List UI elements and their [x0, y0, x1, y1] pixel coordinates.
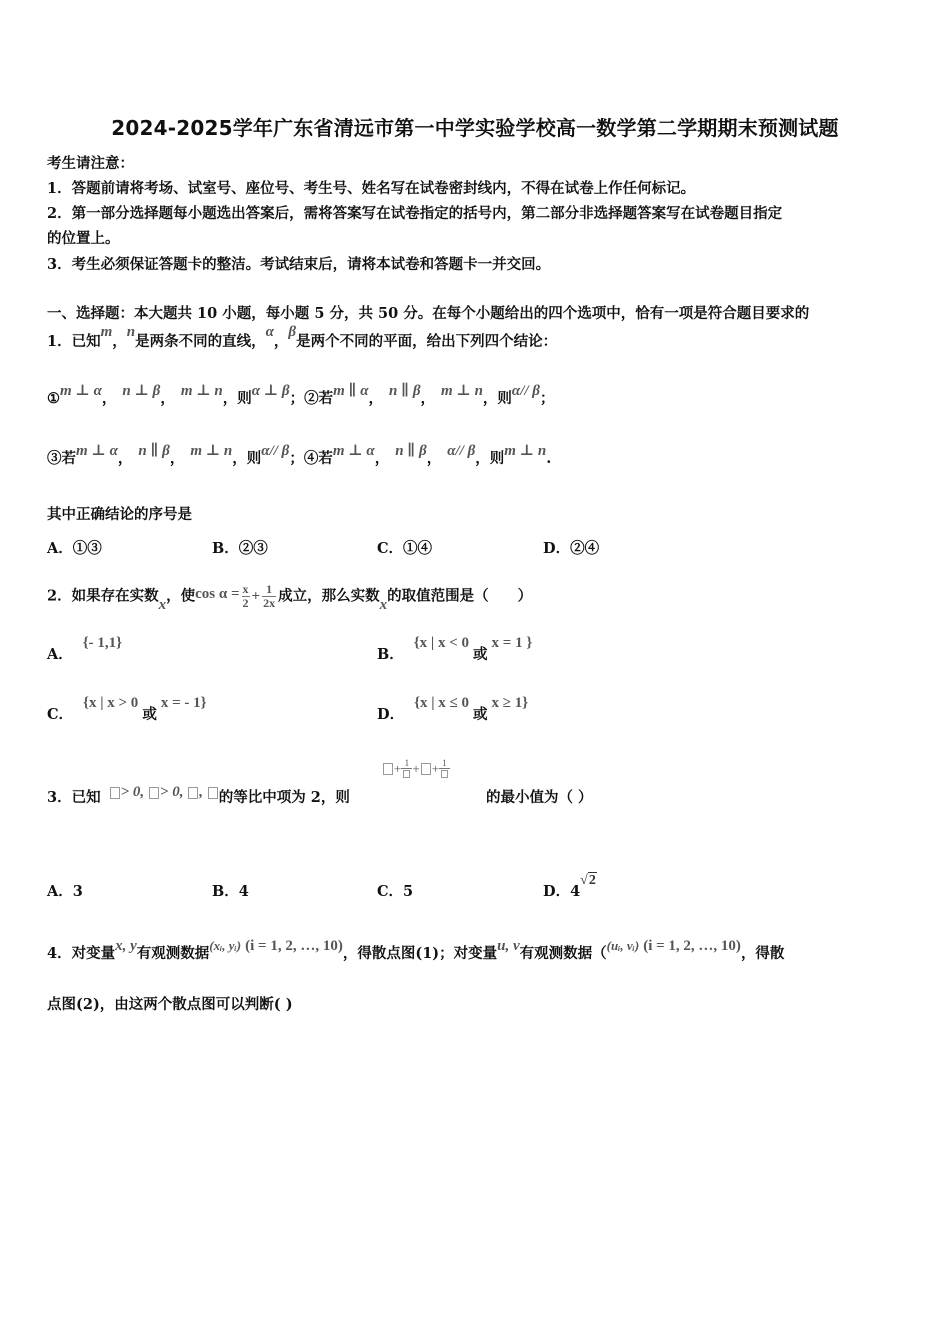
q3-plus: +	[394, 761, 402, 776]
q4-text-1: 有观测数据	[136, 945, 210, 962]
q4-text-4: ，得散	[740, 945, 785, 962]
q2-number: 2．如果存在实数	[47, 587, 159, 605]
q3-plus-2: +	[412, 761, 420, 776]
q1-text-lines: 是两条不同的直线，	[135, 333, 266, 350]
option-text: 5	[403, 883, 414, 900]
q4-range-1: (i = 1, 2, …, 10)	[245, 938, 343, 954]
q1-l1-end: ；	[540, 390, 555, 407]
q1-l2-f6: n ∥ β	[395, 443, 427, 459]
sqrt-radicand: 2	[588, 873, 596, 888]
option-math-2: x = 1 }	[491, 635, 533, 651]
q4-data-1: (xᵢ, yᵢ)	[209, 938, 242, 953]
frac-num: x	[242, 582, 249, 596]
q2-var-x-2: x	[379, 596, 388, 613]
q1-l1-then-2: ，则	[482, 390, 512, 407]
option-text: 3	[72, 883, 83, 900]
notice-item-2: 2．第一部分选择题每小题选出答案后，需将答案写在试卷指定的括号内，第二部分非选择题答案写在试卷题目指定	[47, 205, 783, 222]
option-math-2: x ≥ 1}	[491, 695, 529, 711]
q1-alpha: α	[265, 324, 274, 340]
q2-var-x: x	[158, 596, 167, 613]
option-label: A．	[47, 540, 73, 557]
q1-l1-f6: n ∥ β	[389, 383, 421, 399]
option-math: {x | x < 0	[413, 635, 470, 651]
q2-text-1: ，使	[166, 587, 196, 605]
sqrt-2: √2	[580, 873, 596, 888]
q4-vars-uv: u, v	[497, 938, 520, 954]
q2-option-d[interactable]	[377, 695, 529, 724]
q3-frac-1	[401, 759, 412, 778]
q1-text-planes: 是两个不同的平面，给出下列四个结论：	[296, 333, 558, 350]
q1-option-b[interactable]	[212, 537, 268, 558]
q4-text-2: ，得散点图(1)；对变量	[342, 945, 498, 962]
q3-expression	[382, 758, 450, 778]
q2-text-2: 成立，那么实数	[278, 587, 380, 605]
q2-plus: +	[251, 588, 261, 605]
section-heading: 一、选择题：本大题共 10 小题，每小题 5 分，共 50 分。在每个小题给出的四个选项中，恰有一项是符合题目要求的	[47, 305, 810, 322]
option-math: {x | x ≤ 0	[414, 695, 470, 711]
q1-c2-marker: ；②若	[289, 390, 334, 407]
frac-num: 1	[401, 759, 412, 769]
q1-c1-marker: ①	[47, 390, 60, 407]
q4-line-2: 点图(2)，由这两个散点图可以判断( )	[47, 996, 293, 1013]
q2-frac-1	[242, 583, 250, 610]
q2-frac-2	[262, 583, 276, 610]
q1-l2-end: .	[546, 450, 552, 467]
frac-den: 2x	[263, 596, 276, 610]
option-label: B．	[212, 883, 239, 900]
q3-condition: > 0, > 0, ,	[109, 784, 219, 800]
q4-number: 4．对变量	[47, 945, 116, 962]
q1-l1-f1: m ⊥ α	[60, 383, 102, 399]
q2-option-a[interactable]	[47, 635, 123, 664]
q2-option-b[interactable]	[377, 635, 533, 664]
q3-option-b[interactable]	[212, 880, 249, 901]
q1-l2-then: ，则	[232, 450, 262, 467]
q1-number: 1．已知	[47, 333, 101, 350]
placeholder-box	[403, 770, 410, 778]
q1-option-c[interactable]	[377, 537, 432, 558]
q2-text-3: 的取值范围是（ ）	[387, 587, 533, 605]
q1-l1-then: ，则	[222, 390, 252, 407]
frac-den	[439, 769, 450, 778]
q2-option-c[interactable]	[47, 695, 207, 724]
notice-item-3: 3．考生必须保证答题卡的整洁。考试结束后，请将本试卷和答题卡一并交回。	[47, 256, 551, 273]
q3-option-d[interactable]	[543, 873, 597, 901]
q1-l2-f1: m ⊥ α	[76, 443, 118, 459]
option-label: D．	[543, 540, 571, 557]
q1-l2-f4: α// β	[261, 443, 290, 459]
q1-l1-f3: m ⊥ n	[180, 383, 223, 399]
q4-range-2: (i = 1, 2, …, 10)	[643, 938, 741, 954]
placeholder-box	[421, 763, 431, 775]
q1-l2-f2: n ∥ β	[138, 443, 170, 459]
q1-l2-f8: m ⊥ n	[504, 443, 547, 459]
q3-frac-2	[439, 759, 450, 778]
q1-l1-f7: m ⊥ n	[441, 383, 483, 399]
option-label: A．	[47, 883, 73, 900]
q1-beta: β	[288, 324, 297, 340]
q1-c3-marker: ③若	[47, 450, 76, 467]
page-title: 2024-2025学年广东省清远市第一中学实验学校高一数学第二学期期末预测试题	[111, 116, 839, 140]
option-text: 4	[238, 883, 249, 900]
option-text: ②③	[238, 540, 268, 557]
q4-data-2: (uᵢ, vᵢ)	[606, 938, 640, 953]
q1-c4-marker: ；④若	[289, 450, 333, 467]
q3-cond-1: > 0,	[120, 784, 148, 800]
q1-l2-then-2: ，则	[475, 450, 505, 467]
frac-num: 1	[262, 583, 276, 597]
q3-text-2: 的最小值为（ ）	[486, 789, 593, 806]
q3-plus-3: +	[431, 761, 440, 776]
q1-option-a[interactable]	[47, 537, 102, 558]
q1-option-d[interactable]	[543, 537, 599, 558]
question-3-stem	[47, 786, 350, 807]
option-label: C．	[377, 540, 404, 557]
q1-conditions-line-1: ①m ⊥ α， n ⊥ β， m ⊥ n，则α ⊥ β；②若m ∥ α， n ∥ β， m ⊥ n，则α// β；	[47, 383, 555, 407]
question-1-stem	[47, 324, 558, 351]
frac-den: 2	[242, 596, 249, 610]
q1-l2-f7: α// β	[447, 443, 476, 459]
option-label: C．	[377, 883, 404, 900]
q1-l1-f5: m ∥ α	[333, 383, 369, 399]
q4-text-3: 有观测数据（	[519, 945, 607, 962]
option-text: ①④	[403, 540, 433, 557]
placeholder-box	[441, 770, 448, 778]
placeholder-box	[208, 787, 218, 799]
option-label: D．	[543, 883, 571, 900]
q1-l2-f5: m ⊥ α	[332, 443, 375, 459]
frac-den	[401, 769, 412, 778]
q3-cond-2: > 0,	[159, 784, 188, 800]
option-text: 4	[570, 883, 581, 900]
frac-num: 1	[439, 759, 450, 769]
option-label: C．	[47, 706, 74, 723]
q3-option-a[interactable]	[47, 880, 83, 901]
q1-comma: ，	[112, 333, 127, 350]
q1-l1-f2: n ⊥ β	[122, 383, 161, 399]
q4-vars-xy: x, y	[115, 938, 137, 954]
notice-heading: 考生请注意：	[47, 155, 134, 172]
question-4-stem	[47, 938, 785, 963]
q2-cos: cos α =	[195, 585, 240, 602]
q1-l2-f3: m ⊥ n	[190, 443, 233, 459]
placeholder-box	[188, 787, 198, 799]
notice-item-2-cont: 的位置上。	[47, 230, 120, 247]
q1-conditions-line-2: ③若m ⊥ α， n ∥ β， m ⊥ n，则α// β；④若m ⊥ α， n ∥ β， α// β，则m ⊥ n.	[47, 443, 552, 467]
option-text: ①③	[72, 540, 102, 557]
notice-item-1: 1．答题前请将考场、试室号、座位号、考生号、姓名写在试卷密封线内，不得在试卷上作任何标记。	[47, 180, 696, 197]
option-math: {- 1,1}	[82, 635, 123, 651]
option-math-2: x = - 1}	[160, 695, 207, 711]
q1-l1-f8: α// β	[511, 383, 540, 399]
option-or: 或	[142, 706, 157, 723]
q1-l1-f4: α ⊥ β	[251, 383, 290, 399]
placeholder-box	[110, 787, 120, 799]
option-label: D．	[377, 706, 405, 723]
q1-var-n: n	[126, 324, 136, 340]
option-or: 或	[473, 706, 488, 723]
question-2-stem	[47, 582, 533, 613]
option-or: 或	[473, 646, 488, 663]
option-label: A．	[47, 646, 73, 663]
q3-number: 3．已知	[47, 789, 101, 806]
q1-comma-2: ，	[273, 333, 289, 350]
q1-var-m: m	[100, 324, 113, 340]
q3-text-1: 的等比中项为 2，则	[218, 789, 350, 806]
option-label: B．	[212, 540, 239, 557]
option-label: B．	[377, 646, 404, 663]
q3-option-c[interactable]	[377, 880, 413, 901]
placeholder-box	[383, 763, 393, 775]
placeholder-box	[149, 787, 159, 799]
option-math: {x | x > 0	[83, 695, 139, 711]
option-text: ②④	[570, 540, 600, 557]
q1-question: 其中正确结论的序号是	[47, 506, 192, 523]
